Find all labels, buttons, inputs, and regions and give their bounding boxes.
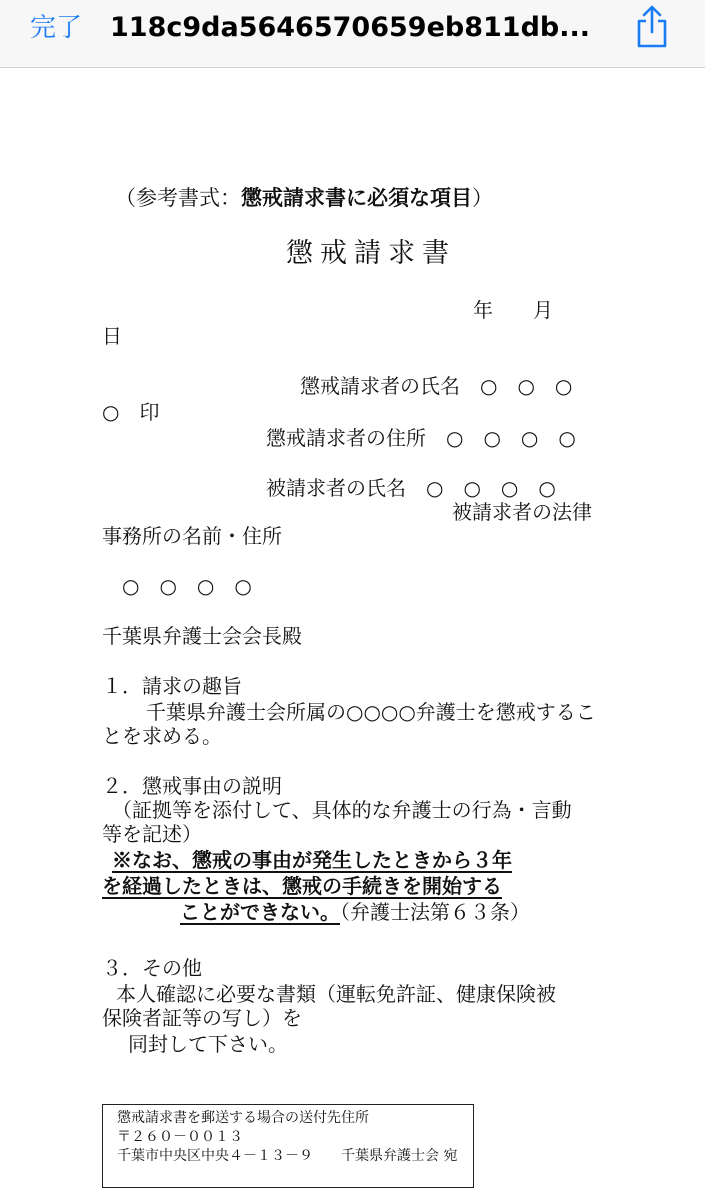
notice-line2: を経過したときは、懲戒の手続きを開始する (102, 874, 502, 898)
section2-line2: 等を記述） (102, 822, 202, 846)
section3-line2: 保険者証等の写し）を (102, 1006, 302, 1030)
respondent-office-value: ○ ○ ○ ○ (122, 574, 252, 598)
document-page[interactable] (0, 68, 705, 1200)
done-button[interactable]: 完了 (30, 13, 83, 43)
notice-line3-underlined: ことができない。 (180, 900, 340, 924)
requester-name: 懲戒請求者の氏名 ○ ○ ○ (300, 374, 573, 398)
mailing-box-label: 懲戒請求書を郵送する場合の送付先住所 (117, 1110, 369, 1126)
form-reference-note (115, 186, 493, 210)
requester-address: 懲戒請求者の住所 ○ ○ ○ ○ (266, 426, 576, 450)
section1-heading: １．請求の趣旨 (102, 674, 242, 698)
note-prefix: （参考書式： (115, 186, 241, 210)
section1-line2: とを求める。 (102, 724, 222, 748)
mailing-box-address: 千葉市中央区中央４－１３－９ 千葉県弁護士会 宛 (117, 1148, 458, 1164)
mailing-address-box (102, 1104, 474, 1188)
main-title: 懲戒請求書 (286, 238, 456, 269)
requester-name-cont: ○ 印 (102, 400, 160, 424)
respondent-office: 被請求者の法律 (452, 500, 592, 524)
notice-line1: ※なお、懲戒の事由が発生したときから３年 (112, 848, 512, 872)
date-day: 日 (102, 324, 122, 348)
share-button[interactable] (632, 4, 672, 50)
respondent-name: 被請求者の氏名 ○ ○ ○ ○ (266, 476, 556, 500)
addressee: 千葉県弁護士会会長殿 (102, 624, 302, 648)
notice-line3-ref: （弁護士法第６３条） (340, 900, 530, 924)
share-icon (632, 4, 672, 50)
notice-line3 (180, 900, 530, 924)
note-suffix: ） (472, 186, 493, 210)
section3-line3: 同封して下さい。 (128, 1032, 288, 1056)
respondent-office-cont: 事務所の名前・住所 (102, 524, 282, 548)
note-bold: 懲戒請求書に必須な項目 (241, 185, 472, 210)
section3-line1: 本人確認に必要な書類（運転免許証、健康保険被 (116, 982, 556, 1006)
section2-heading: ２．懲戒事由の説明 (102, 774, 282, 798)
section1-line1: 千葉県弁護士会所属の○○○○弁護士を懲戒するこ (146, 700, 596, 724)
section3-heading: ３．その他 (102, 956, 202, 980)
document-title: 118c9da5646570659eb811db... (110, 12, 590, 43)
section2-line1: （証拠等を添付して、具体的な弁護士の行為・言動 (112, 798, 572, 822)
date-line: 年 月 (473, 298, 553, 322)
mailing-box-postal: 〒２６０－００１３ (117, 1129, 243, 1145)
viewer-toolbar (0, 0, 705, 68)
